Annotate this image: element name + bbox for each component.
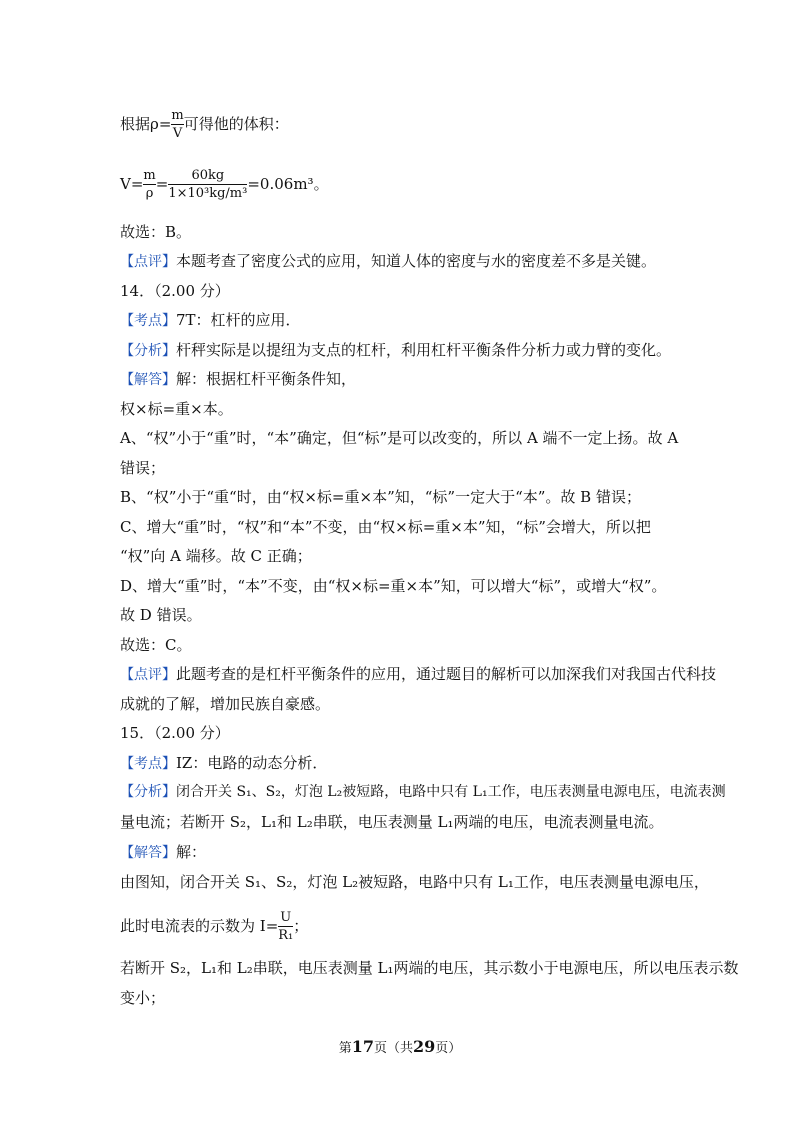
paragraph-line: 若断开 S₂，L₁和 L₂串联，电压表测量 L₁两端的电压，其示数小于电源电压，所以电压表示数 [120,959,739,977]
paragraph-line: A、“权”小于“重”时，“本”确定，但“标”是可以改变的，所以 A 端不一定上扬。故 A [120,429,679,447]
text: 根据ρ= [120,115,172,133]
tag-label: 【解答】 [120,845,176,861]
paragraph-line: C、增大“重”时，“权”和“本”不变，由“权×标=重×本”知，“标”会增大，所以把 [120,518,651,536]
knowledge-point-line [120,753,327,774]
comment-line [120,664,716,685]
text: 解：根据杠杆平衡条件知， [176,370,357,388]
paragraph-line: 权×标=重×本。 [120,400,233,418]
page-footer [0,1037,800,1056]
paragraph-line: 变小； [120,989,166,1007]
fraction-mass-over-density [168,168,247,202]
paragraph-line: 量电流；若断开 S₂，L₁和 L₂串联，电压表测量 L₁两端的电压，电流表测量电流。 [120,813,664,831]
footer-text: 页（共 [373,1041,413,1056]
denominator: 1×10³kg/m³ [168,186,248,201]
paragraph-line: 故选：C。 [120,636,192,654]
page-number: 17 [351,1037,374,1056]
tag-label: 【点评】 [120,667,176,683]
text: ； [293,917,309,935]
footer-text: 页） [435,1041,462,1056]
text: 杆秤实际是以提纽为支点的杠杆，利用杠杆平衡条件分析力或力臂的变化。 [176,341,672,359]
numerator: U [280,910,292,925]
text: V= [120,175,144,193]
knowledge-point-line [120,310,301,331]
tag-label: 【考点】 [120,313,176,329]
tag-label: 【点评】 [120,254,176,270]
numerator: m [171,108,184,123]
paragraph-line: B、“权”小于“重“时，由“权×标=重×本”知，“标”一定大于“本”。故 B 错误； [120,488,641,506]
paragraph-line: 由图知，闭合开关 S₁、S₂，灯泡 L₂被短路，电路中只有 L₁工作，电压表测量电源电压， [120,873,709,891]
numerator: m [143,168,156,183]
text: 此题考查的是杠杆平衡条件的应用，通过题目的解析可以加深我们对我国古代科技 [176,665,717,683]
fraction-m-over-rho [143,168,155,202]
numerator: 60kg [191,168,225,183]
text: 此时电流表的示数为 I= [120,917,279,935]
paragraph-line: “权”向 A 端移。故 C 正确； [120,547,312,565]
text: IZ：电路的动态分析． [176,754,328,772]
paragraph-line: 故选：B。 [120,223,192,241]
denominator: V [172,126,183,141]
analysis-line [120,340,671,361]
comment-line [120,251,656,272]
footer-text: 第 [338,1041,352,1056]
tag-label: 【解答】 [120,372,176,388]
text: 闭合开关 S₁、S₂，灯泡 L₂被短路，电路中只有 L₁工作，电压表测量电源电压，电流表测 [176,784,726,800]
paragraph-line: 错误； [120,459,166,477]
fraction-u-over-r1 [278,910,293,944]
formula-density-line [120,108,289,142]
tag-label: 【考点】 [120,756,176,772]
paragraph-line: 故 D 错误。 [120,606,202,624]
tag-label: 【分析】 [120,343,176,359]
formula-volume-line [120,168,329,202]
denominator: R₁ [278,928,294,943]
question-header: 15．（2.00 分） [120,724,230,742]
text: 解： [176,843,207,861]
denominator: ρ [143,184,155,202]
question-header: 14．（2.00 分） [120,282,230,300]
fraction-m-over-v [171,108,183,142]
text: =0.06m³。 [247,175,329,193]
analysis-line [120,782,726,802]
solution-line [120,369,356,390]
text: 7T：杠杆的应用． [176,311,301,329]
formula-current-line [120,910,308,944]
solution-line [120,842,206,863]
text: 可得他的体积： [183,115,289,133]
paragraph-line: D、增大“重”时，“本”不变，由“权×标=重×本”知，可以增大“标”，或增大“权”。 [120,577,667,595]
total-pages: 29 [413,1037,436,1056]
paragraph-line: 成就的了解，增加民族自豪感。 [120,695,331,713]
tag-label: 【分析】 [120,784,176,800]
text: 本题考查了密度公式的应用，知道人体的密度与水的密度差不多是关键。 [176,252,657,270]
equals: = [155,175,169,193]
